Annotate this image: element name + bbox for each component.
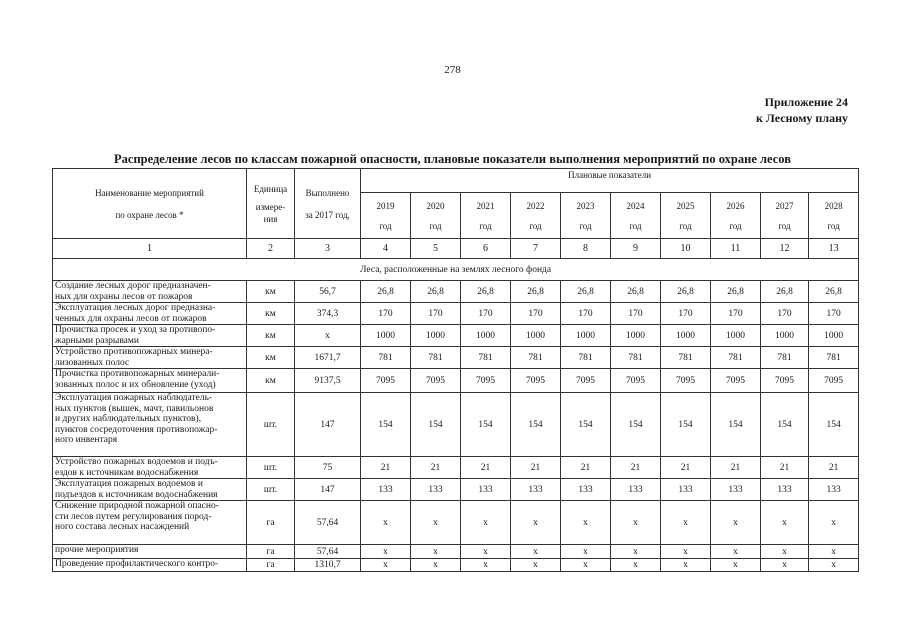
year-suffix: год <box>629 220 642 231</box>
activity-name-line: лизованных полос <box>55 357 130 368</box>
header-year <box>561 193 611 239</box>
year-suffix: год <box>579 220 592 231</box>
plan-value-cell: х <box>611 559 661 572</box>
plan-value-cell: 21 <box>809 457 859 479</box>
activity-name <box>53 369 247 393</box>
column-number: 4 <box>361 239 411 259</box>
plan-value-cell: х <box>511 559 561 572</box>
year-label: 2024 <box>626 200 645 211</box>
plan-value-cell: 133 <box>809 479 859 501</box>
plan-value-cell: х <box>411 501 461 545</box>
plan-value-cell: 26,8 <box>661 281 711 303</box>
header-plan-indicators: Плановые показатели <box>361 169 859 193</box>
unit-cell: га <box>247 545 295 559</box>
plan-value-cell: 154 <box>611 393 661 457</box>
activity-name <box>53 457 247 479</box>
header-year <box>611 193 661 239</box>
plan-value-cell: х <box>561 559 611 572</box>
plan-value-cell: 21 <box>511 457 561 479</box>
plan-value-cell: 1000 <box>761 325 809 347</box>
table-row <box>53 347 859 369</box>
plan-value-cell: 21 <box>661 457 711 479</box>
plan-value-cell: 133 <box>761 479 809 501</box>
header-activity-line-1: Наименование мероприятий <box>95 187 204 198</box>
plan-value-cell: х <box>561 501 611 545</box>
plan-value-cell: 26,8 <box>809 281 859 303</box>
plan-value-cell: 133 <box>461 479 511 501</box>
unit-cell: км <box>247 325 295 347</box>
table-row <box>53 303 859 325</box>
plan-value-cell: 7095 <box>611 369 661 393</box>
plan-value-cell: 26,8 <box>611 281 661 303</box>
activity-name-line: и других наблюдательных пунктов), <box>55 414 202 424</box>
plan-value-cell: 1000 <box>511 325 561 347</box>
plan-value-cell: х <box>711 559 761 572</box>
table-row <box>53 457 859 479</box>
header-completed-line-1: Выполнено <box>305 187 350 198</box>
unit-cell: га <box>247 501 295 545</box>
plan-value-cell: 170 <box>809 303 859 325</box>
section-label: Леса, расположенные на землях лесного фонда <box>53 259 859 281</box>
plan-value-cell: 21 <box>561 457 611 479</box>
header-year <box>511 193 561 239</box>
document-title: Распределение лесов по классам пожарной опасности, плановые показатели выполнения мероприятий по охране лесов <box>114 152 791 166</box>
activity-name-line: Создание лесных дорог предназначен- <box>55 281 211 291</box>
plan-value-cell: 133 <box>611 479 661 501</box>
unit-cell: шт. <box>247 457 295 479</box>
header-activity-name <box>53 169 247 239</box>
plan-value-cell: 170 <box>461 303 511 325</box>
plan-value-cell: 781 <box>711 347 761 369</box>
table-row <box>53 501 859 545</box>
column-numbers-row <box>53 239 859 259</box>
plan-value-cell: 1000 <box>711 325 761 347</box>
header-year <box>711 193 761 239</box>
activity-name-line: Эксплуатация пожарных водоемов и <box>55 479 203 489</box>
year-suffix: год <box>778 220 791 231</box>
plan-value-cell: х <box>809 559 859 572</box>
column-number: 8 <box>561 239 611 259</box>
year-suffix: год <box>379 220 392 231</box>
year-suffix: год <box>679 220 692 231</box>
plan-value-cell: 7095 <box>511 369 561 393</box>
plan-value-cell: х <box>661 501 711 545</box>
plan-value-cell: 781 <box>361 347 411 369</box>
plan-value-cell: 133 <box>711 479 761 501</box>
plan-value-cell: 1000 <box>461 325 511 347</box>
plan-value-cell: 1000 <box>809 325 859 347</box>
column-number: 2 <box>247 239 295 259</box>
unit-cell: км <box>247 303 295 325</box>
activity-name-line: Снижение природной пожарной опасно- <box>55 501 219 511</box>
plan-value-cell: 26,8 <box>361 281 411 303</box>
plan-value-cell: 7095 <box>461 369 511 393</box>
column-number: 12 <box>761 239 809 259</box>
plan-value-cell: х <box>761 501 809 545</box>
plan-value-cell: 21 <box>711 457 761 479</box>
activity-name-line: Прочистка просек и уход за противопо- <box>55 325 216 335</box>
plan-value-cell: 170 <box>361 303 411 325</box>
activity-name-line: Проведение профилактического контро- <box>55 559 219 569</box>
plan-value-cell: 26,8 <box>761 281 809 303</box>
plan-value-cell: 21 <box>361 457 411 479</box>
column-number: 13 <box>809 239 859 259</box>
plan-value-cell: х <box>511 545 561 559</box>
plan-value-cell: 26,8 <box>461 281 511 303</box>
activity-name-line: Устройство пожарных водоемов и подъ- <box>55 457 218 467</box>
header-year <box>809 193 859 239</box>
activity-name-line: пунктов сосредоточения противопожар- <box>55 424 218 435</box>
plan-value-cell: 133 <box>411 479 461 501</box>
year-label: 2022 <box>526 200 545 211</box>
plan-value-cell: 21 <box>411 457 461 479</box>
plan-value-cell: 133 <box>661 479 711 501</box>
activity-name-line: прочие мероприятия <box>55 545 139 555</box>
year-label: 2019 <box>376 200 395 211</box>
completed-2017-cell: 147 <box>295 479 361 501</box>
plan-value-cell: 1000 <box>611 325 661 347</box>
unit-cell: км <box>247 281 295 303</box>
plan-value-cell: 170 <box>661 303 711 325</box>
plan-value-cell: 781 <box>561 347 611 369</box>
plan-value-cell: 7095 <box>711 369 761 393</box>
year-suffix: год <box>827 220 840 231</box>
activity-name <box>53 479 247 501</box>
header-year <box>411 193 461 239</box>
unit-cell: га <box>247 559 295 572</box>
completed-2017-cell: 1310,7 <box>295 559 361 572</box>
plan-value-cell: 7095 <box>809 369 859 393</box>
plan-value-cell: х <box>361 501 411 545</box>
plan-value-cell: х <box>461 559 511 572</box>
completed-2017-cell: 9137,5 <box>295 369 361 393</box>
completed-2017-cell: 75 <box>295 457 361 479</box>
plan-value-cell: 7095 <box>561 369 611 393</box>
header-activity-line-2: по охране лесов * <box>115 209 184 220</box>
completed-2017-cell: 57,64 <box>295 545 361 559</box>
activity-name <box>53 347 247 369</box>
activity-name-line: зованных полос и их обновление (уход) <box>55 379 216 390</box>
plan-value-cell: х <box>661 545 711 559</box>
completed-2017-cell: 1671,7 <box>295 347 361 369</box>
column-number: 5 <box>411 239 461 259</box>
year-suffix: год <box>529 220 542 231</box>
plan-value-cell: х <box>461 545 511 559</box>
appendix-line-2: к Лесному плану <box>756 111 848 125</box>
page-number: 278 <box>444 64 461 76</box>
completed-2017-cell: х <box>295 325 361 347</box>
plan-value-cell: 154 <box>761 393 809 457</box>
plan-value-cell: 7095 <box>761 369 809 393</box>
plan-value-cell: 1000 <box>661 325 711 347</box>
year-label: 2020 <box>426 200 445 211</box>
plan-value-cell: 26,8 <box>411 281 461 303</box>
header-year <box>761 193 809 239</box>
activity-name-line: ного инвентаря <box>55 435 118 445</box>
year-label: 2026 <box>726 200 745 211</box>
header-completed-line-2: за 2017 год, <box>305 209 350 220</box>
plan-value-cell: х <box>511 501 561 545</box>
plan-value-cell: 154 <box>809 393 859 457</box>
plan-value-cell: х <box>611 501 661 545</box>
plan-value-cell: 26,8 <box>511 281 561 303</box>
plan-value-cell: 7095 <box>661 369 711 393</box>
plan-value-cell: 154 <box>511 393 561 457</box>
year-label: 2021 <box>476 200 495 211</box>
plan-value-cell: 170 <box>411 303 461 325</box>
unit-cell: км <box>247 347 295 369</box>
plan-value-cell: х <box>361 545 411 559</box>
table-row <box>53 325 859 347</box>
plan-value-cell: 7095 <box>361 369 411 393</box>
plan-value-cell: х <box>661 559 711 572</box>
plan-value-cell: 154 <box>661 393 711 457</box>
table-row <box>53 369 859 393</box>
plan-value-cell: 170 <box>761 303 809 325</box>
activity-name <box>53 393 247 457</box>
unit-cell: км <box>247 369 295 393</box>
activity-name-line: жарными разрывами <box>55 335 139 346</box>
plan-value-cell: х <box>361 559 411 572</box>
plan-value-cell: х <box>711 545 761 559</box>
table-row <box>53 545 859 559</box>
year-suffix: год <box>429 220 442 231</box>
year-label: 2027 <box>775 200 794 211</box>
plan-value-cell: х <box>461 501 511 545</box>
column-number: 9 <box>611 239 661 259</box>
header-unit-line-3: ния <box>263 213 278 224</box>
plan-value-cell: 154 <box>711 393 761 457</box>
header-year <box>461 193 511 239</box>
activity-name <box>53 501 247 545</box>
plan-value-cell: 21 <box>461 457 511 479</box>
plan-value-cell: 26,8 <box>711 281 761 303</box>
plan-value-cell: 154 <box>461 393 511 457</box>
plan-value-cell: х <box>761 559 809 572</box>
activity-name-line: Прочистка противопожарных минерали- <box>55 369 220 379</box>
plan-value-cell: х <box>711 501 761 545</box>
activity-name-line: сти лесов путем регулирования пород- <box>55 511 212 522</box>
completed-2017-cell: 56,7 <box>295 281 361 303</box>
activity-name-line: Эксплуатация лесных дорог предназна- <box>55 303 216 313</box>
header-unit-line-2: измере- <box>255 201 286 212</box>
plan-value-cell: 154 <box>361 393 411 457</box>
activity-name-line: ных для охраны лесов от пожаров <box>55 291 193 302</box>
plan-value-cell: 154 <box>411 393 461 457</box>
activity-name-line: ного состава лесных насаждений <box>55 522 190 532</box>
plan-value-cell: 21 <box>761 457 809 479</box>
plan-value-cell: 26,8 <box>561 281 611 303</box>
plan-value-cell: 133 <box>561 479 611 501</box>
section-row <box>53 259 859 281</box>
activity-name <box>53 559 247 572</box>
activity-name-line: ченных для охраны лесов от пожаров <box>55 313 207 324</box>
plan-value-cell: х <box>761 545 809 559</box>
activity-name <box>53 281 247 303</box>
column-number: 10 <box>661 239 711 259</box>
appendix-line-1: Приложение 24 <box>764 95 848 109</box>
unit-cell: шт. <box>247 479 295 501</box>
plan-value-cell: 781 <box>611 347 661 369</box>
table-row <box>53 479 859 501</box>
header-completed <box>295 169 361 239</box>
plan-value-cell: 1000 <box>411 325 461 347</box>
activity-name-line: ездов к источникам водоснабжения <box>55 467 199 478</box>
plan-value-cell: 154 <box>561 393 611 457</box>
table-row <box>53 559 859 572</box>
activity-name <box>53 303 247 325</box>
plan-value-cell: 21 <box>611 457 661 479</box>
plan-value-cell: х <box>809 545 859 559</box>
year-label: 2028 <box>824 200 843 211</box>
plan-value-cell: 781 <box>661 347 711 369</box>
header-year <box>361 193 411 239</box>
completed-2017-cell: 147 <box>295 393 361 457</box>
column-number: 1 <box>53 239 247 259</box>
plan-value-cell: 7095 <box>411 369 461 393</box>
plan-value-cell: 1000 <box>561 325 611 347</box>
plan-value-cell: 781 <box>761 347 809 369</box>
year-suffix: год <box>479 220 492 231</box>
plan-value-cell: х <box>411 559 461 572</box>
plan-value-cell: 170 <box>611 303 661 325</box>
plan-value-cell: х <box>809 501 859 545</box>
plan-value-cell: 781 <box>411 347 461 369</box>
plan-value-cell: 781 <box>809 347 859 369</box>
year-label: 2025 <box>676 200 695 211</box>
plan-value-cell: 170 <box>711 303 761 325</box>
column-number: 11 <box>711 239 761 259</box>
plan-value-cell: 133 <box>511 479 561 501</box>
activity-name-line: Эксплуатация пожарных наблюдатель- <box>55 393 213 403</box>
column-number: 6 <box>461 239 511 259</box>
fire-protection-plan-table <box>52 168 859 572</box>
activity-name-line: ных пунктов (вышек, мачт, павильонов <box>55 403 214 414</box>
plan-value-cell: х <box>561 545 611 559</box>
activity-name-line: Устройство противопожарных минера- <box>55 347 213 357</box>
plan-value-cell: х <box>411 545 461 559</box>
plan-value-cell: 133 <box>361 479 411 501</box>
activity-name-line: подъездов к источникам водоснабжения <box>55 489 218 500</box>
activity-name <box>53 325 247 347</box>
plan-value-cell: 781 <box>511 347 561 369</box>
plan-value-cell: х <box>611 545 661 559</box>
column-number: 3 <box>295 239 361 259</box>
year-label: 2023 <box>576 200 595 211</box>
plan-value-cell: 1000 <box>361 325 411 347</box>
completed-2017-cell: 57,64 <box>295 501 361 545</box>
header-unit <box>247 169 295 239</box>
plan-value-cell: 170 <box>511 303 561 325</box>
appendix-caption <box>756 94 848 126</box>
header-unit-line-1: Единица <box>253 183 288 194</box>
plan-value-cell: 170 <box>561 303 611 325</box>
activity-name <box>53 545 247 559</box>
table-row <box>53 281 859 303</box>
completed-2017-cell: 374,3 <box>295 303 361 325</box>
column-number: 7 <box>511 239 561 259</box>
header-year <box>661 193 711 239</box>
year-suffix: год <box>729 220 742 231</box>
unit-cell: шт. <box>247 393 295 457</box>
table-row <box>53 393 859 457</box>
plan-value-cell: 781 <box>461 347 511 369</box>
